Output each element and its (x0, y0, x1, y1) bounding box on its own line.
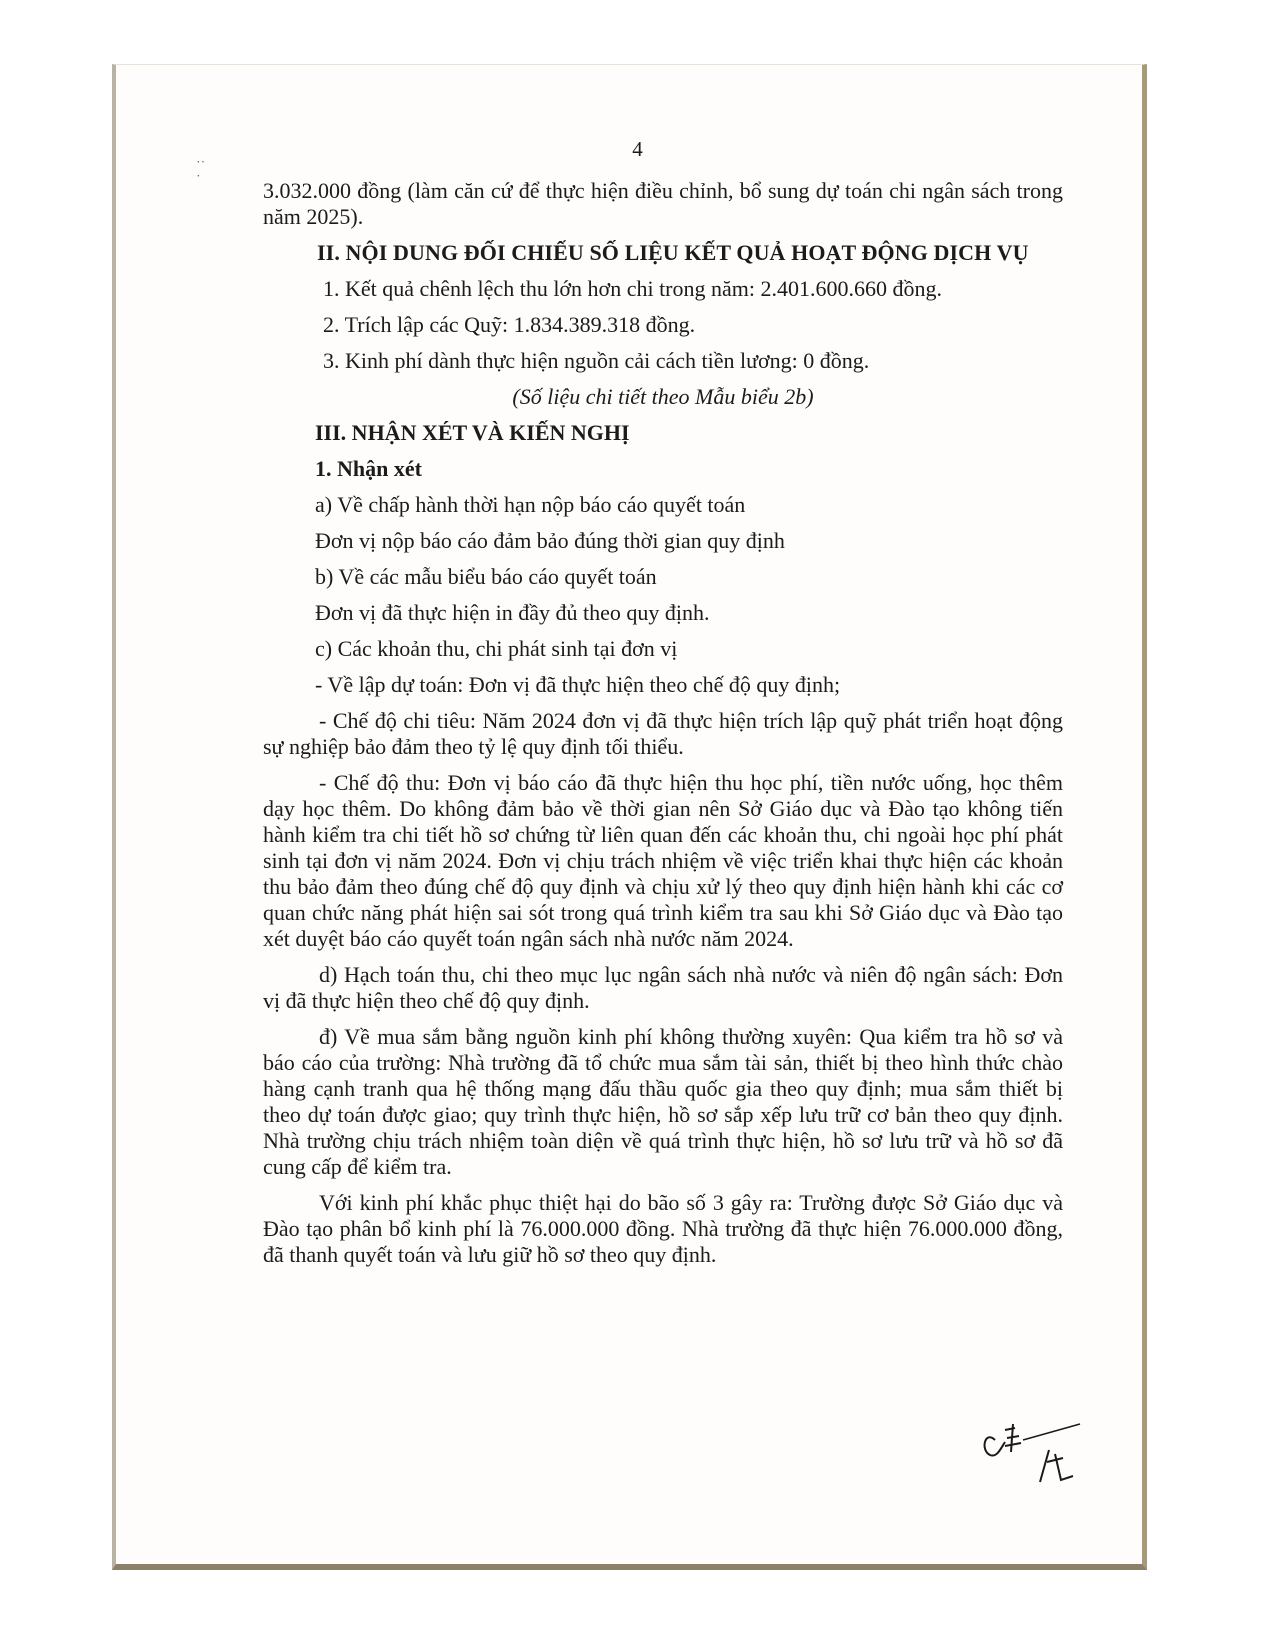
item-c-title: c) Các khoản thu, chi phát sinh tại đơn vị (315, 636, 678, 661)
subsection-1-heading: 1. Nhận xét (315, 456, 422, 481)
document-body (263, 178, 1063, 1278)
section-2-heading: II. NỘI DUNG ĐỐI CHIẾU SỐ LIỆU KẾT QUẢ HOẠT ĐỘNG DỊCH VỤ (317, 240, 1029, 265)
item-c-revenue: - Chế độ thu: Đơn vị báo cáo đã thực hiện thu học phí, tiền nước uống, học thêm dạy học thêm. Do không đảm bảo về thời gian nên Sở Giáo dục và Đào tạo không tiến hành kiểm tra chi tiết hồ sơ chứng từ liên quan đến các khoản thu, chi ngoài học phí phát sinh tại đơn vị năm 2024. Đơn vị chịu trách nhiệm về việc triển khai thực hiện các khoản thu bảo đảm theo đúng chế độ quy định và chịu xử lý theo quy định hiện hành khi các cơ quan chức năng phát hiện sai sót trong quá trình kiểm tra sau khi Sở Giáo dục và Đào tạo xét duyệt báo cáo quyết toán ngân sách nhà nước năm 2024. (263, 770, 1063, 951)
section-2-item-3: 3. Kinh phí dành thực hiện nguồn cải cách tiền lương: 0 đồng. (323, 348, 870, 373)
item-a-title: a) Về chấp hành thời hạn nộp báo cáo quyết toán (315, 492, 746, 517)
initials-signature (975, 1410, 1095, 1490)
section-2-item-1: 1. Kết quả chênh lệch thu lớn hơn chi trong năm: 2.401.600.660 đồng. (323, 276, 942, 301)
section-2-item-2: 2. Trích lập các Quỹ: 1.834.389.318 đồng. (323, 312, 696, 337)
item-d-text: d) Hạch toán thu, chi theo mục lục ngân sách nhà nước và niên độ ngân sách: Đơn vị đã thực hiện theo chế độ quy định. (263, 962, 1063, 1013)
storm-funding-paragraph: Với kinh phí khắc phục thiệt hại do bão số 3 gây ra: Trường được Sở Giáo dục và Đào tạo phân bổ kinh phí là 76.000.000 đồng. Nhà trường đã thực hiện 76.000.000 đồng, đã thanh quyết toán và lưu giữ hồ sơ theo quy định. (263, 1190, 1063, 1267)
item-b-text: Đơn vị đã thực hiện in đầy đủ theo quy định. (315, 600, 710, 625)
item-b-title: b) Về các mẫu biểu báo cáo quyết toán (315, 564, 657, 589)
page-number: 4 (632, 137, 643, 161)
item-a-text: Đơn vị nộp báo cáo đảm bảo đúng thời gian quy định (315, 528, 785, 553)
section-2-note: (Số liệu chi tiết theo Mẫu biểu 2b) (512, 384, 814, 409)
item-c-spending: - Chế độ chi tiêu: Năm 2024 đơn vị đã thực hiện trích lập quỹ phát triển hoạt động sự nghiệp bảo đảm theo tỷ lệ quy định tối thiểu. (263, 708, 1063, 759)
item-c-budget: - Về lập dự toán: Đơn vị đã thực hiện theo chế độ quy định; (315, 672, 841, 697)
continuation-paragraph: 3.032.000 đồng (làm căn cứ để thực hiện điều chỉnh, bổ sung dự toán chi ngân sách trong năm 2025). (263, 178, 1063, 229)
scan-specks: ˙˙ ˙ (196, 159, 206, 188)
section-3-heading: III. NHẬN XÉT VÀ KIẾN NGHỊ (315, 420, 630, 445)
item-dd-text: đ) Về mua sắm bằng nguồn kinh phí không thường xuyên: Qua kiểm tra hồ sơ và báo cáo của trường: Nhà trường đã tổ chức mua sắm tài sản, thiết bị theo hình thức chào hàng cạnh tranh qua hệ thống mạng đấu thầu quốc gia theo quy định; mua sắm thiết bị theo dự toán được giao; quy trình thực hiện, hồ sơ sắp xếp lưu trữ cơ bản theo quy định. Nhà trường chịu trách nhiệm toàn diện về quá trình thực hiện, hồ sơ lưu trữ và hồ sơ đã cung cấp để kiểm tra. (263, 1024, 1063, 1179)
